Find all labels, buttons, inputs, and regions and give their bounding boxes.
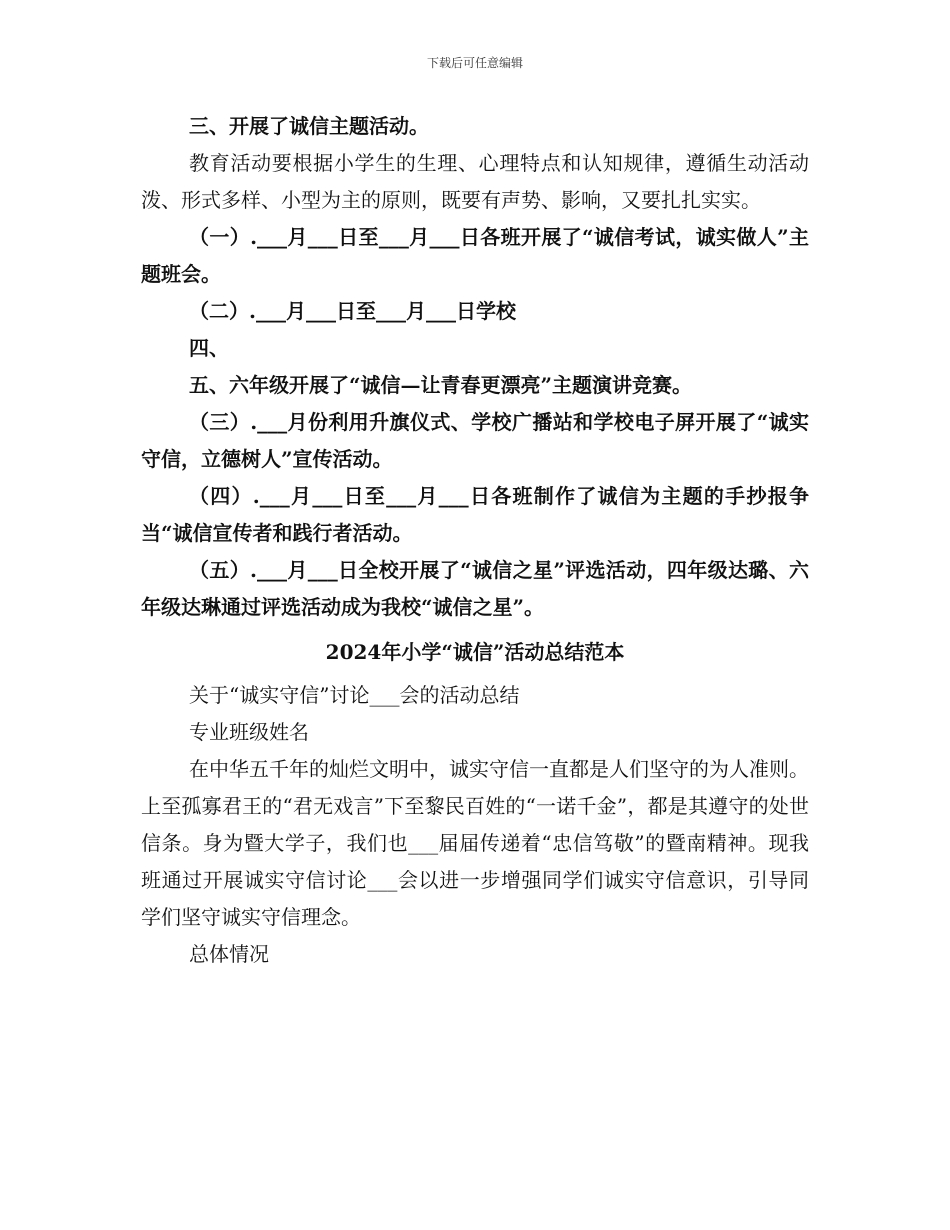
activity-item-5: （五）.___月___日全校开展了“诚信之星”评选活动，四年级达璐、六年级达琳通过评选活动成为我校“诚信之星”。 xyxy=(141,558,809,619)
section-five-heading: 五、六年级开展了“诚信—让青春更漂亮”主题演讲竞赛。 xyxy=(189,373,693,397)
class-name-line: 专业班级姓名 xyxy=(189,720,309,744)
activity-item-4: （四）.___月___日至___月___日各班制作了诚信为主题的手抄报争当“诚信宣传者和践行者活动。 xyxy=(141,484,809,545)
header-note: 下载后可任意编辑 xyxy=(426,56,523,70)
activity-item-2: （二）.___月___日至___月___日学校 xyxy=(189,299,516,323)
section-three-heading: 三、开展了诚信主题活动。 xyxy=(189,114,429,138)
sample-body-paragraph: 在中华五千年的灿烂文明中，诚实守信一直都是人们坚守的为人准则。上至孤寡君王的“君无戏言”下至黎民百姓的“一诺千金”，都是其遵守的处世信条。身为暨大学子，我们也___届届传递着“忠信笃敬”的暨南精神。现我班通过开展诚实守信讨论___会以进一步增强同学们诚实守信意识，引导同学们坚守诚实守信理念。 xyxy=(141,757,809,929)
overview-heading: 总体情况 xyxy=(189,942,269,966)
document-body xyxy=(141,108,809,973)
activity-item-3: （三）.___月份利用升旗仪式、学校广播站和学校电子屏开展了“诚实守信，立德树人”宣传活动。 xyxy=(141,410,809,471)
sample-title: 2024年小学“诚信”活动总结范本 xyxy=(325,640,625,664)
activity-item-1: （一）.___月___日至___月___日各班开展了“诚信考试，诚实做人”主题班会。 xyxy=(141,225,809,286)
sample-subtitle: 关于“诚实守信”讨论___会的活动总结 xyxy=(189,683,520,707)
section-three-intro: 教育活动要根据小学生的生理、心理特点和认知规律，遵循生动活动泼、形式多样、小型为主的原则，既要有声势、影响，又要扎扎实实。 xyxy=(141,151,809,212)
section-four-heading: 四、 xyxy=(189,336,229,360)
